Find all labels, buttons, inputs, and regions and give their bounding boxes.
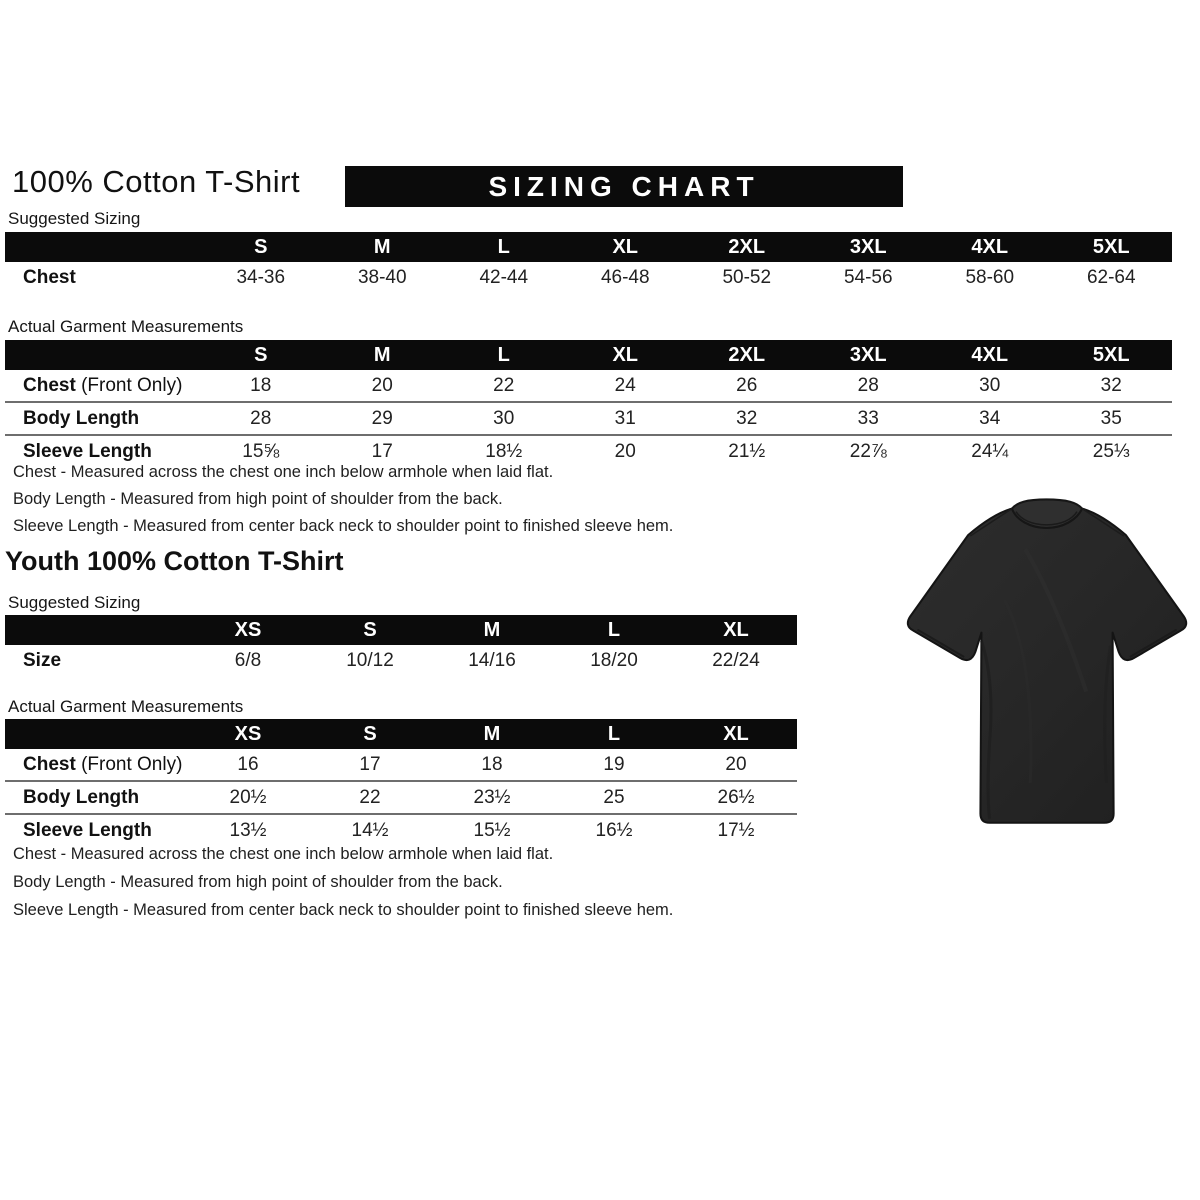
table-cell: 30 <box>979 374 1001 396</box>
row-label-suffix: (Front Only) <box>75 753 183 775</box>
table-cell: 20½ <box>229 786 267 808</box>
table-cell: 38-40 <box>357 266 407 288</box>
table-cell: 15½ <box>473 819 511 841</box>
column-header: L <box>497 343 510 366</box>
table-cell: 34 <box>979 407 1001 429</box>
row-label-bold: Chest <box>23 374 76 396</box>
table-cell: 24¼ <box>971 440 1009 462</box>
column-header: M <box>483 722 501 745</box>
table-header-row <box>5 719 797 749</box>
table-cell: 62-64 <box>1086 266 1136 288</box>
row-label <box>5 754 187 776</box>
column-header: XS <box>234 618 262 641</box>
table-cell: 30 <box>493 407 515 429</box>
table-cell: 18/20 <box>590 649 638 671</box>
table-row-body-length <box>5 401 1172 434</box>
table-cell: 10/12 <box>346 649 394 671</box>
column-header: 5XL <box>1092 235 1130 258</box>
table-cell: 22/24 <box>712 649 760 671</box>
table-row-chest <box>5 749 797 780</box>
column-header: 4XL <box>971 235 1009 258</box>
table-cell: 31 <box>614 407 636 429</box>
table-cell: 14½ <box>351 819 389 841</box>
column-header: M <box>373 343 391 366</box>
table-cell: 26 <box>736 374 758 396</box>
table-row-chest <box>5 370 1172 401</box>
table-row-chest <box>5 262 1172 293</box>
column-header: XL <box>723 722 749 745</box>
column-header: L <box>607 618 621 641</box>
adult-actual-measurements-table <box>5 340 1172 467</box>
table-cell: 58-60 <box>965 266 1015 288</box>
page-title: 100% Cotton T-Shirt <box>12 164 301 199</box>
table-cell: 50-52 <box>722 266 772 288</box>
column-header: 2XL <box>728 343 766 366</box>
tshirt-image <box>893 477 1198 835</box>
column-header: 3XL <box>849 343 887 366</box>
column-header: 4XL <box>971 343 1009 366</box>
adult-suggested-sizing-heading: Suggested Sizing <box>8 209 141 228</box>
column-header: M <box>373 235 391 258</box>
note-body-length: Body Length - Measured from high point of shoulder from the back. <box>13 873 503 891</box>
table-cell: 42-44 <box>479 266 529 288</box>
table-cell: 15⅝ <box>242 440 280 462</box>
table-cell: 17½ <box>717 819 755 841</box>
table-cell: 24 <box>614 374 636 396</box>
youth-actual-measurements-table <box>5 719 797 846</box>
table-cell: 18½ <box>485 440 523 462</box>
table-cell: 18 <box>250 374 272 396</box>
table-cell: 17 <box>371 440 393 462</box>
table-cell: 23½ <box>473 786 511 808</box>
column-header: S <box>254 343 268 366</box>
note-chest: Chest - Measured across the chest one inch below armhole when laid flat. <box>13 845 554 863</box>
table-cell: 18 <box>481 753 503 775</box>
note-sleeve-length: Sleeve Length - Measured from center back neck to shoulder point to finished sleeve hem. <box>13 517 674 535</box>
row-label: Body Length <box>23 407 140 429</box>
table-cell: 14/16 <box>468 649 516 671</box>
table-cell: 28 <box>857 374 879 396</box>
table-header-row <box>5 232 1172 262</box>
table-cell: 13½ <box>229 819 267 841</box>
column-header: M <box>483 618 501 641</box>
column-header: S <box>363 722 377 745</box>
table-header-row <box>5 615 797 645</box>
column-header: XL <box>612 343 639 366</box>
table-cell: 25⅓ <box>1092 440 1130 462</box>
table-cell: 6/8 <box>234 649 262 671</box>
row-label: Sleeve Length <box>23 440 152 462</box>
row-label: Sleeve Length <box>23 819 152 841</box>
table-cell: 22 <box>493 374 515 396</box>
note-chest: Chest - Measured across the chest one inch below armhole when laid flat. <box>13 463 554 481</box>
column-header: XS <box>234 722 262 745</box>
adult-actual-measurements-heading: Actual Garment Measurements <box>8 317 244 336</box>
column-header: S <box>363 618 377 641</box>
column-header: 2XL <box>728 235 766 258</box>
table-cell: 22⅞ <box>849 440 887 462</box>
table-cell: 16 <box>237 753 259 775</box>
table-cell: 20 <box>371 374 393 396</box>
column-header: S <box>254 235 268 258</box>
table-header-row <box>5 340 1172 370</box>
table-cell: 26½ <box>717 786 755 808</box>
youth-suggested-sizing-table <box>5 615 797 676</box>
note-sleeve-length: Sleeve Length - Measured from center back neck to shoulder point to finished sleeve hem. <box>13 901 674 919</box>
table-cell: 22 <box>359 786 381 808</box>
youth-measurement-notes <box>13 840 673 924</box>
table-cell: 21½ <box>728 440 766 462</box>
youth-suggested-sizing-heading: Suggested Sizing <box>8 593 141 612</box>
sizing-chart-banner <box>345 166 903 207</box>
column-header: XL <box>723 618 749 641</box>
table-cell: 32 <box>736 407 758 429</box>
table-cell: 20 <box>725 753 747 775</box>
table-cell: 29 <box>371 407 393 429</box>
adult-suggested-sizing-table <box>5 232 1172 293</box>
table-cell: 28 <box>250 407 272 429</box>
table-cell: 46-48 <box>600 266 650 288</box>
row-label <box>5 375 200 397</box>
table-cell: 19 <box>603 753 625 775</box>
table-cell: 33 <box>857 407 879 429</box>
youth-actual-measurements-heading: Actual Garment Measurements <box>8 697 244 716</box>
black-tshirt-graphic <box>893 477 1198 835</box>
note-body-length: Body Length - Measured from high point of shoulder from the back. <box>13 490 503 508</box>
row-label-bold: Chest <box>23 753 76 775</box>
table-cell: 20 <box>614 440 636 462</box>
row-label: Chest <box>23 266 76 288</box>
table-cell: 25 <box>603 786 625 808</box>
column-header: L <box>497 235 510 258</box>
column-header: XL <box>612 235 639 258</box>
table-cell: 16½ <box>595 819 633 841</box>
table-row-body-length <box>5 780 797 813</box>
table-cell: 17 <box>359 753 381 775</box>
table-cell: 32 <box>1100 374 1122 396</box>
adult-measurement-notes <box>13 459 673 540</box>
column-header: L <box>607 722 621 745</box>
row-label-suffix: (Front Only) <box>75 374 183 396</box>
row-label: Size <box>23 649 62 671</box>
column-header: 3XL <box>849 235 887 258</box>
sizing-chart-banner-text: SIZING CHART <box>488 170 760 202</box>
row-label: Body Length <box>23 786 140 808</box>
table-cell: 34-36 <box>236 266 286 288</box>
column-header: 5XL <box>1092 343 1130 366</box>
table-cell: 54-56 <box>843 266 893 288</box>
table-row-size <box>5 645 797 676</box>
youth-section-title: Youth 100% Cotton T-Shirt <box>5 546 344 576</box>
table-cell: 35 <box>1100 407 1122 429</box>
